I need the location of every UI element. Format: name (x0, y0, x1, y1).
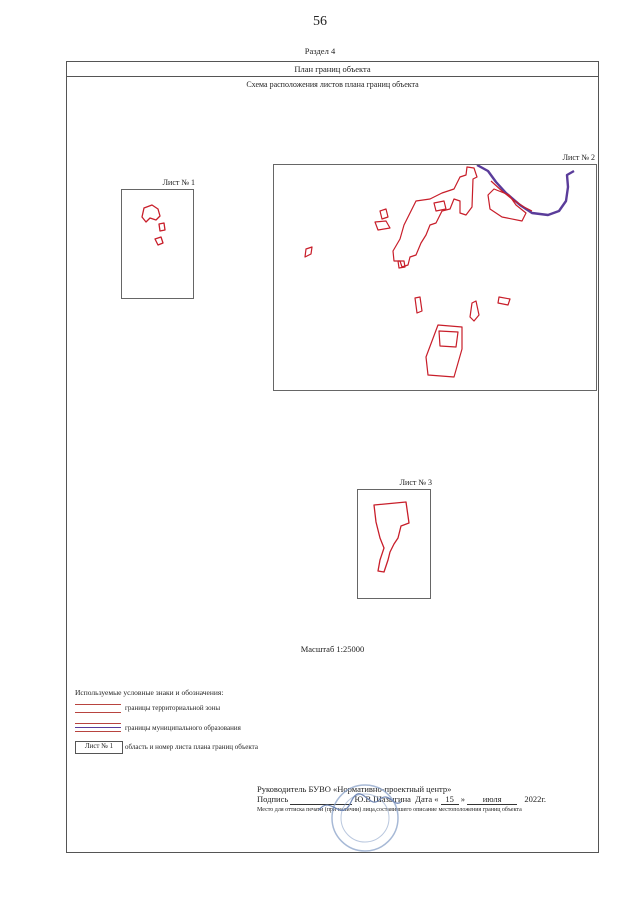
legend-swatch-zone (75, 704, 121, 713)
sheet-1-area[interactable] (121, 189, 194, 299)
signature-organization: Руководитель БУВО «Нормативно-проектный центр» (257, 784, 452, 794)
stamp-outer-ring (332, 785, 398, 851)
zone-boundary-shape (426, 325, 462, 377)
plan-header: План границ объекта (67, 62, 598, 77)
signer-name: Ю.В.Шазыгина (354, 794, 411, 804)
zone-boundary-shape (393, 167, 477, 267)
zone-boundary-shape (155, 237, 163, 245)
sheet-3-map (358, 490, 430, 598)
zone-boundary-shape (375, 221, 390, 230)
sheet-2-area[interactable] (273, 164, 597, 391)
legend-swatch-sheet: Лист № 1 (75, 741, 123, 754)
stamp-seal (307, 780, 417, 854)
zone-boundary-shape (415, 297, 422, 313)
zone-boundary-shape (498, 297, 510, 305)
page-number: 56 (313, 14, 327, 29)
zone-boundary-shape (380, 209, 388, 219)
legend-swatch-municipal (75, 723, 121, 732)
date-day: 15 (441, 794, 459, 805)
zone-boundaries-sheet-2 (305, 167, 532, 377)
zone-boundary-shape (305, 247, 312, 257)
date-mid: » (460, 794, 465, 804)
zone-boundaries-sheet-3 (374, 502, 409, 572)
stamp-note: Место для оттиска печати (при наличии) лица,составившего описание местоположения границ объекта (257, 807, 522, 813)
sheet-2-label: Лист № 2 (562, 153, 595, 162)
zone-boundary-shape (159, 223, 165, 231)
legend-title: Используемые условные знаки и обозначения: (75, 688, 224, 697)
zone-boundary-shape (374, 502, 409, 572)
sheet-3-area[interactable] (357, 489, 431, 599)
sheet-2-map (274, 165, 596, 390)
handwritten-signature (319, 794, 401, 811)
section-title: Раздел 4 (304, 46, 336, 56)
zone-boundaries-sheet-1 (142, 205, 165, 245)
zone-boundary-shape (434, 201, 446, 211)
zone-boundary-shape (439, 331, 458, 347)
zone-boundary-shape (470, 301, 479, 321)
sheet-3-label: Лист № 3 (399, 478, 432, 487)
scheme-title: Схема расположения листов плана границ объекта (246, 80, 419, 89)
plan-frame (66, 61, 599, 853)
date-year: 2022г. (524, 794, 547, 804)
stamp-inner-ring (341, 794, 389, 842)
date-label: Дата « (415, 794, 439, 804)
legend-text-sheet: область и номер листа плана границ объекта (125, 743, 258, 751)
zone-boundary-shape (491, 181, 532, 211)
legend-text-municipal: границы муниципального образования (125, 724, 241, 732)
sheet-1-map (122, 190, 193, 298)
legend-text-zone: границы территориальной зоны (125, 704, 221, 712)
map-scale: Масштаб 1:25000 (300, 644, 365, 654)
zone-boundary-shape (142, 205, 160, 222)
signature-label: Подпись (257, 794, 289, 804)
date-month: июля (467, 794, 517, 805)
sheet-1-label: Лист № 1 (162, 178, 195, 187)
